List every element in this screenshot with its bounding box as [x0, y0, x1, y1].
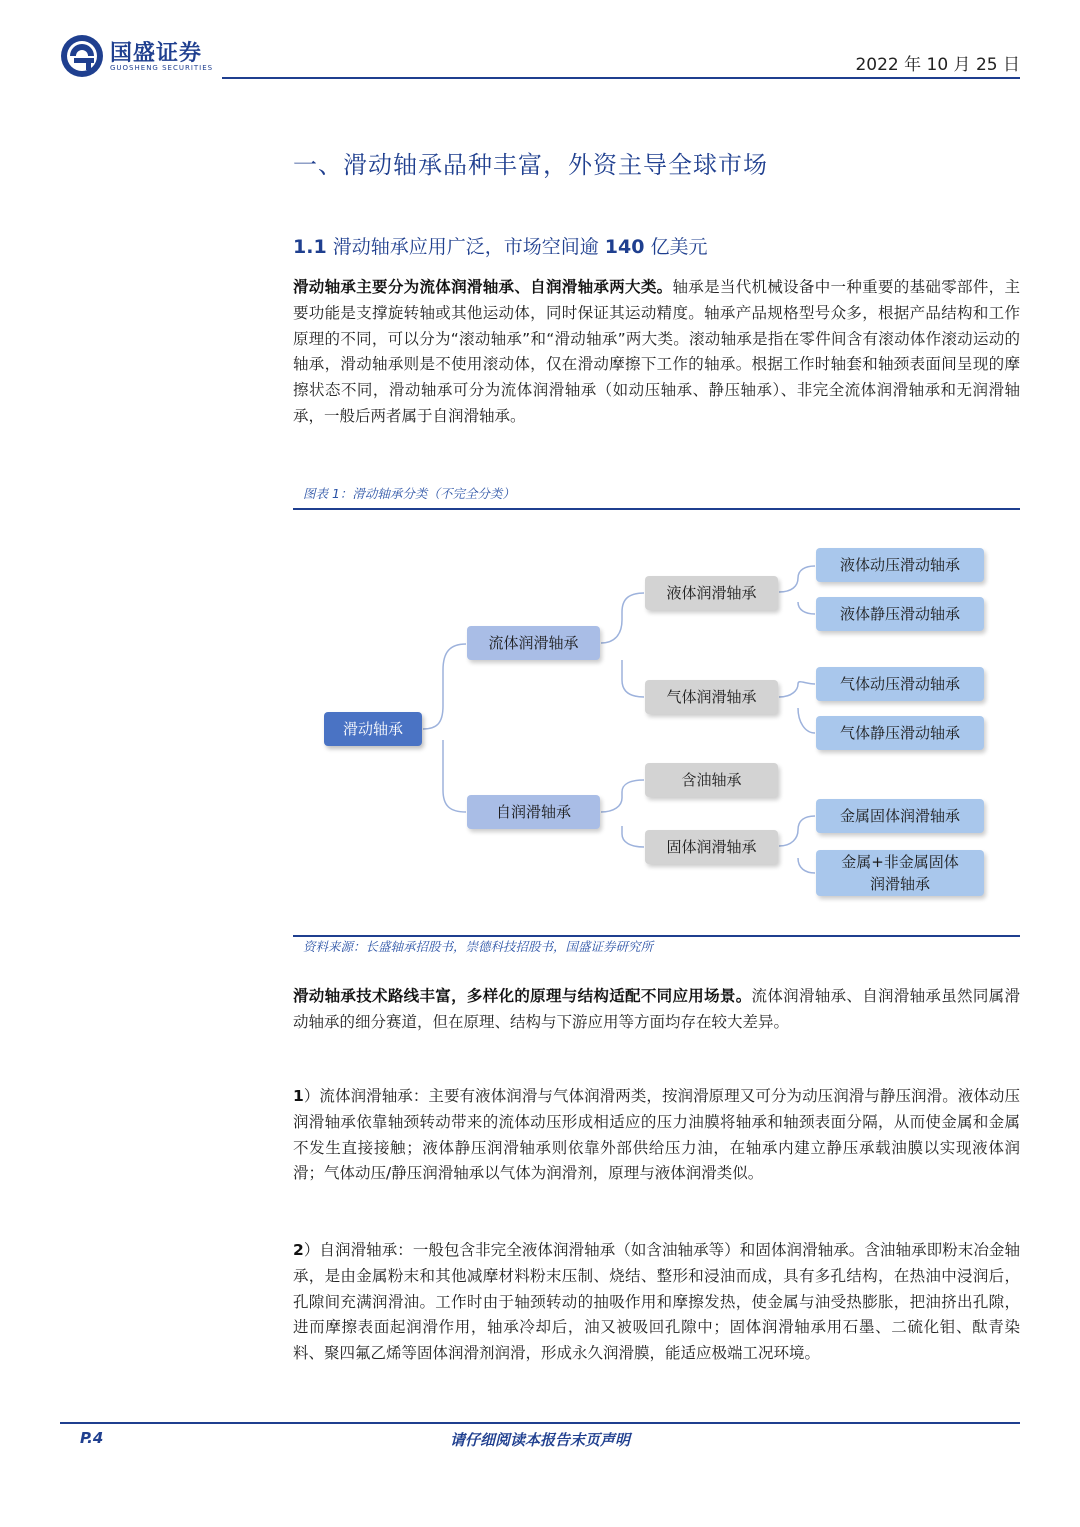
tree-node-nonmetal-solid-line1: 金属+非金属固体 [841, 853, 959, 871]
tree-node-liquid-static: 液体静压滑动轴承 [816, 597, 984, 631]
connector-liquid-static [798, 602, 815, 614]
tree-node-solid: 固体润滑轴承 [645, 830, 778, 864]
subsection-title-a: 滑动轴承应用广泛，市场空间逾 [326, 236, 605, 258]
paragraph-fluid-body: 主要有液体润滑与气体润滑两类，按润滑原理又可分为动压润滑与静压润滑。液体动压润滑轴承依靠轴颈转动带来的流体动压形成相适应的压力油膜将轴承和轴颈表面分隔，从而使金属和金属不发生直接接触；液体静压润滑轴承则依靠外部供给压力油，在轴承内建立静压承载油膜以实现液体润滑；气体动压/静压润滑轴承以气体为润滑剂，原理与液体润滑类似。 [293, 1087, 1020, 1183]
connector-solid [779, 816, 815, 846]
paragraph-tech-route-body: 流体润滑轴承、自润滑轴承虽然同属滑动轴承的细分赛道，但在原理、结构与下游应用等方面均存在较大差异。 [293, 987, 1020, 1031]
tree-node-gas-dynamic: 气体动压滑动轴承 [816, 667, 984, 701]
subsection-number: 1.1 [293, 236, 327, 258]
tree-node-oil: 含油轴承 [645, 763, 778, 797]
connector-self [601, 780, 644, 812]
paragraph-self-lead: ）自润滑轴承： [303, 1241, 413, 1259]
connector-liquid [779, 566, 815, 592]
tree-node-metal-solid: 金属固体润滑轴承 [816, 799, 984, 833]
connector-gas [779, 682, 815, 697]
connector-root-self [443, 740, 466, 812]
tree-node-gas-static: 气体静压滑动轴承 [816, 716, 984, 750]
figure-source: 资料来源：长盛轴承招股书，崇德科技招股书，国盛证券研究所 [303, 939, 654, 954]
connector-gas-static [798, 708, 815, 733]
subsection-amount: 140 [604, 236, 645, 258]
paragraph-tech-route [293, 984, 1020, 1036]
connector-self-solid [622, 826, 644, 847]
tree-node-nonmetal-solid [816, 850, 984, 896]
paragraph-intro-body: 轴承是当代机械设备中一种重要的基础零部件，主要功能是支撑旋转轴或其他运动体，同时保证其运动精度。轴承产品规格型号众多，根据产品结构和工作原理的不同，可以分为“滚动轴承”和“滑动轴承”两大类。滚动轴承是指在零件间含有滚动体作滚动运动的轴承，滑动轴承则是不使用滚动体，仅在滑动摩擦下工作的轴承。根据工作时轴套和轴颈表面间呈现的摩擦状态不同，滑动轴承可分为流体润滑轴承（如动压轴承、静压轴承）、非完全流体润滑轴承和无润滑轴承，一般后两者属于自润滑轴承。 [293, 278, 1020, 425]
paragraph-self-body: 一般包含非完全液体润滑轴承（如含油轴承等）和固体润滑轴承。含油轴承即粉末冶金轴承，是由金属粉末和其他减摩材料粉末压制、烧结、整形和浸油而成，具有多孔结构，在热油中浸润后，孔隙间充满润滑油。工作时由于轴颈转动的抽吸作用和摩擦发热，使金属与油受热膨胀，把油挤出孔隙，进而摩擦表面起润滑作用，轴承冷却后，油又被吸回孔隙中；固体润滑轴承用石墨、二硫化钼、酞青染料、聚四氟乙烯等固体润滑剂润滑，形成永久润滑膜，能适应极端工况环境。 [293, 1241, 1020, 1363]
tree-node-root: 滑动轴承 [324, 712, 422, 746]
figure-title: 图表 1：滑动轴承分类（不完全分类） [303, 486, 515, 501]
paragraph-fluid-bearing [293, 1084, 1020, 1187]
paragraph-fluid-lead: ）流体润滑轴承： [303, 1087, 429, 1105]
tree-node-liquid: 液体润滑轴承 [645, 576, 778, 610]
logo-english-text: GUOSHENG SECURITIES [110, 64, 214, 72]
report-date: 2022 年 10 月 25 日 [855, 55, 1020, 75]
footer-divider [60, 1422, 1020, 1424]
connector-root [423, 644, 466, 729]
tree-node-nonmetal-solid-line2: 润滑轴承 [869, 875, 930, 893]
tree-node-gas: 气体润滑轴承 [645, 680, 778, 714]
tree-node-self: 自润滑轴承 [467, 795, 600, 829]
tree-node-fluid: 流体润滑轴承 [467, 626, 600, 660]
connector-fluid-gas [622, 660, 644, 697]
subsection-title-b: 亿美元 [644, 236, 708, 258]
section-title: 一、滑动轴承品种丰富，外资主导全球市场 [293, 151, 768, 179]
paragraph-tech-route-lead: 滑动轴承技术路线丰富，多样化的原理与结构适配不同应用场景。 [293, 987, 752, 1005]
logo-text: 国盛证券 [110, 41, 203, 66]
connector-solid-nonmetal [798, 858, 815, 873]
tree-node-liquid-dynamic: 液体动压滑动轴承 [816, 548, 984, 582]
paragraph-fluid-num: 1 [293, 1087, 304, 1105]
paragraph-intro-lead: 滑动轴承主要分为流体润滑轴承、自润滑轴承两大类。 [293, 278, 673, 296]
paragraph-self-num: 2 [293, 1241, 304, 1259]
footer-disclaimer: 请仔细阅读本报告末页声明 [449, 1431, 630, 1449]
page-number: P.4 [80, 1429, 104, 1447]
paragraph-self-bearing [293, 1238, 1020, 1367]
connector-fluid [601, 593, 644, 643]
